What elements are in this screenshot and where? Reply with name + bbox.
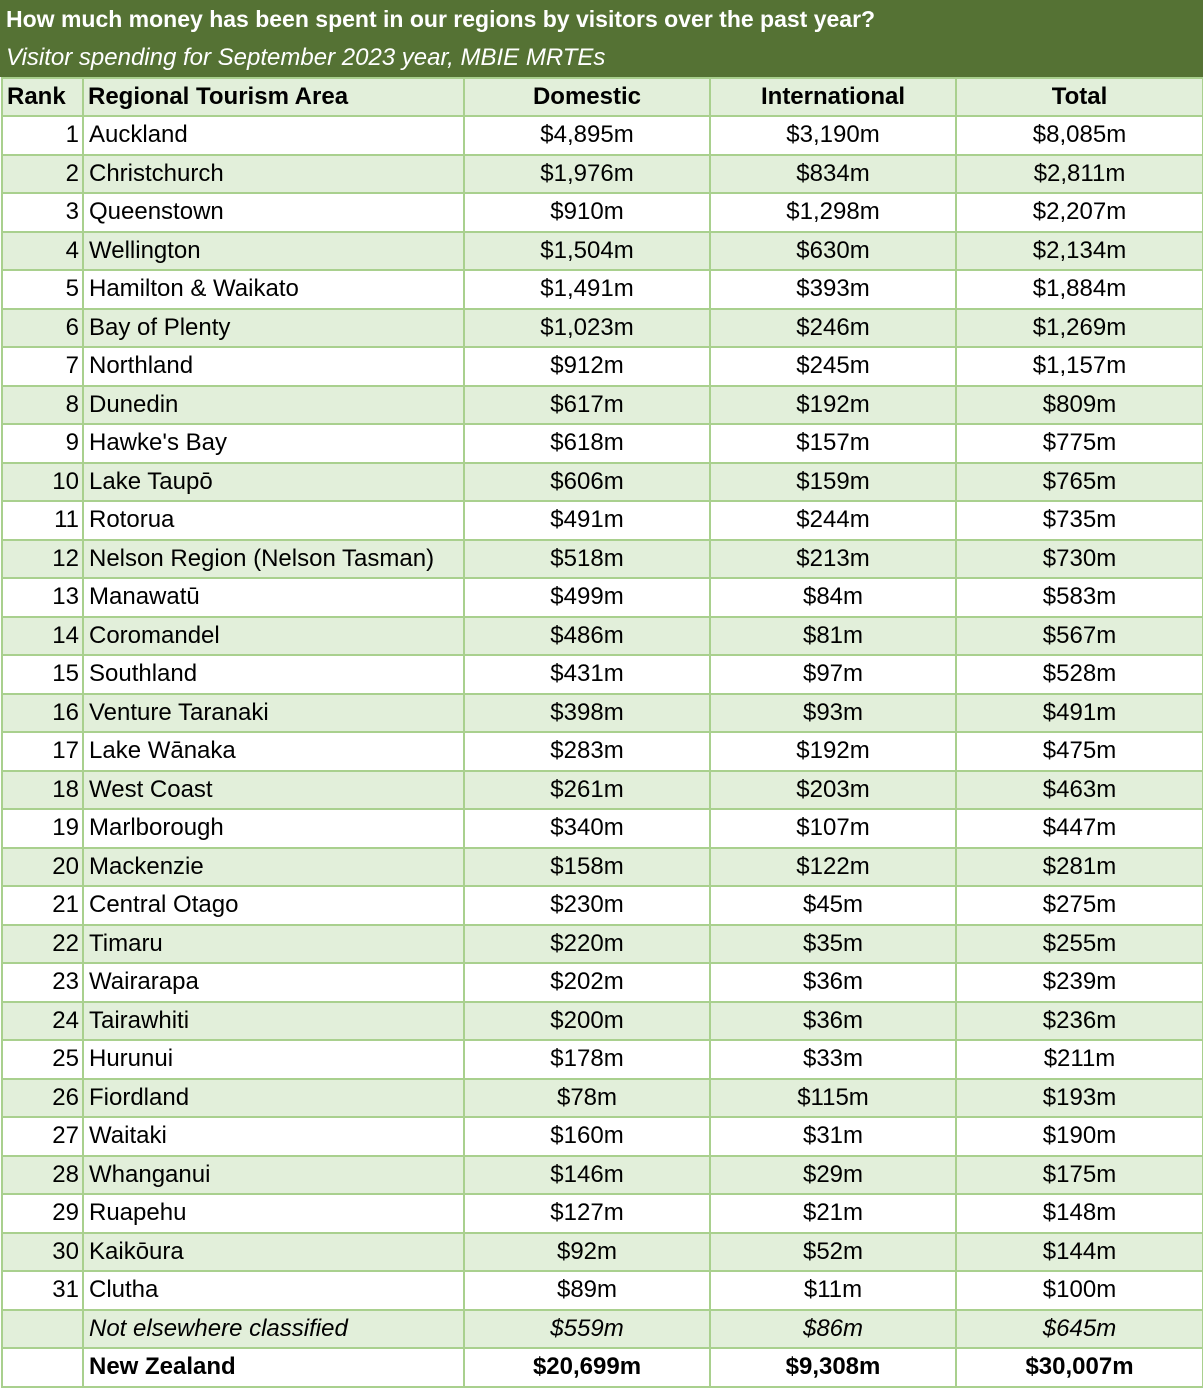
- area-cell: Whanganui: [83, 1156, 464, 1195]
- domestic-cell: $398m: [464, 694, 710, 733]
- international-cell: $192m: [710, 732, 956, 771]
- table-row: [2, 886, 1203, 925]
- international-cell: $31m: [710, 1117, 956, 1156]
- international-cell: $36m: [710, 963, 956, 1002]
- table-row: [2, 540, 1203, 579]
- area-cell: Coromandel: [83, 617, 464, 656]
- column-header-international: International: [710, 78, 956, 116]
- area-cell: Marlborough: [83, 809, 464, 848]
- rank-cell: 29: [2, 1194, 83, 1233]
- domestic-cell: $1,976m: [464, 155, 710, 194]
- rank-cell: [2, 1310, 83, 1349]
- area-cell: Venture Taranaki: [83, 694, 464, 733]
- domestic-cell: $340m: [464, 809, 710, 848]
- total-cell: $735m: [956, 501, 1203, 540]
- rank-cell: 4: [2, 232, 83, 271]
- table-row: [2, 270, 1203, 309]
- table-row: [2, 309, 1203, 348]
- international-cell: $29m: [710, 1156, 956, 1195]
- total-cell: $281m: [956, 848, 1203, 887]
- table-row: [2, 155, 1203, 194]
- total-cell: $1,157m: [956, 347, 1203, 386]
- international-cell: $9,308m: [710, 1348, 956, 1387]
- rank-cell: 26: [2, 1079, 83, 1118]
- new-zealand-total-row: [2, 1348, 1203, 1387]
- international-cell: $1,298m: [710, 193, 956, 232]
- area-cell: Lake Wānaka: [83, 732, 464, 771]
- rank-cell: 10: [2, 463, 83, 502]
- rank-cell: 13: [2, 578, 83, 617]
- total-cell: $2,811m: [956, 155, 1203, 194]
- rank-cell: 28: [2, 1156, 83, 1195]
- area-cell: Southland: [83, 655, 464, 694]
- table-row: [2, 1156, 1203, 1195]
- rank-cell: 9: [2, 424, 83, 463]
- area-cell: Rotorua: [83, 501, 464, 540]
- area-cell: Ruapehu: [83, 1194, 464, 1233]
- area-cell: Timaru: [83, 925, 464, 964]
- total-cell: $148m: [956, 1194, 1203, 1233]
- area-cell: Kaikōura: [83, 1233, 464, 1272]
- rank-cell: 1: [2, 116, 83, 155]
- international-cell: $45m: [710, 886, 956, 925]
- table-row: [2, 732, 1203, 771]
- table-row: [2, 386, 1203, 425]
- table-row: [2, 1271, 1203, 1310]
- total-cell: $475m: [956, 732, 1203, 771]
- international-cell: $834m: [710, 155, 956, 194]
- domestic-cell: $146m: [464, 1156, 710, 1195]
- rank-cell: 31: [2, 1271, 83, 1310]
- total-cell: $211m: [956, 1040, 1203, 1079]
- area-cell: Mackenzie: [83, 848, 464, 887]
- area-cell: Clutha: [83, 1271, 464, 1310]
- total-cell: $255m: [956, 925, 1203, 964]
- total-cell: $567m: [956, 617, 1203, 656]
- domestic-cell: $1,491m: [464, 270, 710, 309]
- table-row: [2, 347, 1203, 386]
- total-cell: $239m: [956, 963, 1203, 1002]
- area-cell: Queenstown: [83, 193, 464, 232]
- rank-cell: 19: [2, 809, 83, 848]
- international-cell: $107m: [710, 809, 956, 848]
- table-row: [2, 771, 1203, 810]
- table-row: [2, 232, 1203, 271]
- rank-cell: 20: [2, 848, 83, 887]
- area-cell: Not elsewhere classified: [83, 1310, 464, 1349]
- area-cell: Wellington: [83, 232, 464, 271]
- domestic-cell: $78m: [464, 1079, 710, 1118]
- domestic-cell: $431m: [464, 655, 710, 694]
- area-cell: Manawatū: [83, 578, 464, 617]
- total-cell: $144m: [956, 1233, 1203, 1272]
- rank-cell: 23: [2, 963, 83, 1002]
- area-cell: Lake Taupō: [83, 463, 464, 502]
- area-cell: Hamilton & Waikato: [83, 270, 464, 309]
- international-cell: $630m: [710, 232, 956, 271]
- area-cell: Northland: [83, 347, 464, 386]
- total-cell: $190m: [956, 1117, 1203, 1156]
- international-cell: $159m: [710, 463, 956, 502]
- area-cell: Christchurch: [83, 155, 464, 194]
- domestic-cell: $559m: [464, 1310, 710, 1349]
- table-row: [2, 424, 1203, 463]
- domestic-cell: $89m: [464, 1271, 710, 1310]
- domestic-cell: $160m: [464, 1117, 710, 1156]
- rank-cell: 30: [2, 1233, 83, 1272]
- area-cell: Wairarapa: [83, 963, 464, 1002]
- spending-table: [1, 77, 1203, 1388]
- total-cell: $175m: [956, 1156, 1203, 1195]
- international-cell: $33m: [710, 1040, 956, 1079]
- international-cell: $52m: [710, 1233, 956, 1272]
- total-cell: $775m: [956, 424, 1203, 463]
- table-row: [2, 463, 1203, 502]
- rank-cell: 22: [2, 925, 83, 964]
- rank-cell: 15: [2, 655, 83, 694]
- total-cell: $30,007m: [956, 1348, 1203, 1387]
- total-cell: $809m: [956, 386, 1203, 425]
- international-cell: $3,190m: [710, 116, 956, 155]
- international-cell: $97m: [710, 655, 956, 694]
- area-cell: Nelson Region (Nelson Tasman): [83, 540, 464, 579]
- area-cell: Bay of Plenty: [83, 309, 464, 348]
- international-cell: $213m: [710, 540, 956, 579]
- page-subtitle: Visitor spending for September 2023 year, MBIE MRTEs: [6, 44, 606, 71]
- rank-cell: 3: [2, 193, 83, 232]
- rank-cell: 21: [2, 886, 83, 925]
- header-row: [2, 78, 1203, 116]
- area-cell: Central Otago: [83, 886, 464, 925]
- domestic-cell: $202m: [464, 963, 710, 1002]
- domestic-cell: $499m: [464, 578, 710, 617]
- domestic-cell: $200m: [464, 1002, 710, 1041]
- international-cell: $21m: [710, 1194, 956, 1233]
- international-cell: $11m: [710, 1271, 956, 1310]
- total-cell: $491m: [956, 694, 1203, 733]
- area-cell: Waitaki: [83, 1117, 464, 1156]
- international-cell: $244m: [710, 501, 956, 540]
- total-cell: $193m: [956, 1079, 1203, 1118]
- area-cell: Auckland: [83, 116, 464, 155]
- rank-cell: 11: [2, 501, 83, 540]
- area-cell: West Coast: [83, 771, 464, 810]
- international-cell: $115m: [710, 1079, 956, 1118]
- international-cell: $122m: [710, 848, 956, 887]
- total-cell: $236m: [956, 1002, 1203, 1041]
- rank-cell: 27: [2, 1117, 83, 1156]
- domestic-cell: $261m: [464, 771, 710, 810]
- total-cell: $583m: [956, 578, 1203, 617]
- international-cell: $35m: [710, 925, 956, 964]
- domestic-cell: $1,504m: [464, 232, 710, 271]
- table-row: [2, 848, 1203, 887]
- domestic-cell: $491m: [464, 501, 710, 540]
- column-header-domestic: Domestic: [464, 78, 710, 116]
- domestic-cell: $158m: [464, 848, 710, 887]
- area-cell: New Zealand: [83, 1348, 464, 1387]
- table-row: [2, 1002, 1203, 1041]
- rank-cell: 18: [2, 771, 83, 810]
- rank-cell: 5: [2, 270, 83, 309]
- area-cell: Fiordland: [83, 1079, 464, 1118]
- table-row: [2, 655, 1203, 694]
- domestic-cell: $618m: [464, 424, 710, 463]
- total-cell: $645m: [956, 1310, 1203, 1349]
- rank-cell: 17: [2, 732, 83, 771]
- table-row: [2, 116, 1203, 155]
- rank-cell: 2: [2, 155, 83, 194]
- domestic-cell: $486m: [464, 617, 710, 656]
- domestic-cell: $178m: [464, 1040, 710, 1079]
- area-cell: Hurunui: [83, 1040, 464, 1079]
- area-cell: Hawke's Bay: [83, 424, 464, 463]
- international-cell: $93m: [710, 694, 956, 733]
- table-row: [2, 1233, 1203, 1272]
- total-cell: $1,884m: [956, 270, 1203, 309]
- international-cell: $393m: [710, 270, 956, 309]
- domestic-cell: $127m: [464, 1194, 710, 1233]
- total-cell: $100m: [956, 1271, 1203, 1310]
- international-cell: $203m: [710, 771, 956, 810]
- total-cell: $765m: [956, 463, 1203, 502]
- total-cell: $2,134m: [956, 232, 1203, 271]
- rank-cell: 8: [2, 386, 83, 425]
- column-header-rank: Rank: [2, 78, 83, 116]
- domestic-cell: $617m: [464, 386, 710, 425]
- domestic-cell: $912m: [464, 347, 710, 386]
- domestic-cell: $220m: [464, 925, 710, 964]
- table-row: [2, 1117, 1203, 1156]
- title-banner: [0, 0, 1203, 77]
- table-row: [2, 925, 1203, 964]
- domestic-cell: $606m: [464, 463, 710, 502]
- total-cell: $1,269m: [956, 309, 1203, 348]
- table-row: [2, 193, 1203, 232]
- table-row: [2, 501, 1203, 540]
- international-cell: $157m: [710, 424, 956, 463]
- rank-cell: 7: [2, 347, 83, 386]
- total-cell: $8,085m: [956, 116, 1203, 155]
- table-row: [2, 694, 1203, 733]
- rank-cell: 24: [2, 1002, 83, 1041]
- rank-cell: 16: [2, 694, 83, 733]
- column-header-total: Total: [956, 78, 1203, 116]
- table-row: [2, 617, 1203, 656]
- table-row: [2, 1194, 1203, 1233]
- domestic-cell: $92m: [464, 1233, 710, 1272]
- total-cell: $528m: [956, 655, 1203, 694]
- table-row: [2, 1040, 1203, 1079]
- domestic-cell: $518m: [464, 540, 710, 579]
- not-classified-row: [2, 1310, 1203, 1349]
- domestic-cell: $230m: [464, 886, 710, 925]
- rank-cell: 12: [2, 540, 83, 579]
- rank-cell: [2, 1348, 83, 1387]
- total-cell: $275m: [956, 886, 1203, 925]
- table-row: [2, 809, 1203, 848]
- international-cell: $86m: [710, 1310, 956, 1349]
- rank-cell: 25: [2, 1040, 83, 1079]
- domestic-cell: $1,023m: [464, 309, 710, 348]
- rank-cell: 6: [2, 309, 83, 348]
- international-cell: $81m: [710, 617, 956, 656]
- total-cell: $2,207m: [956, 193, 1203, 232]
- international-cell: $246m: [710, 309, 956, 348]
- international-cell: $245m: [710, 347, 956, 386]
- domestic-cell: $283m: [464, 732, 710, 771]
- table-row: [2, 963, 1203, 1002]
- area-cell: Tairawhiti: [83, 1002, 464, 1041]
- international-cell: $36m: [710, 1002, 956, 1041]
- international-cell: $192m: [710, 386, 956, 425]
- total-cell: $463m: [956, 771, 1203, 810]
- domestic-cell: $910m: [464, 193, 710, 232]
- domestic-cell: $4,895m: [464, 116, 710, 155]
- total-cell: $447m: [956, 809, 1203, 848]
- table-row: [2, 578, 1203, 617]
- rank-cell: 14: [2, 617, 83, 656]
- total-cell: $730m: [956, 540, 1203, 579]
- domestic-cell: $20,699m: [464, 1348, 710, 1387]
- area-cell: Dunedin: [83, 386, 464, 425]
- international-cell: $84m: [710, 578, 956, 617]
- column-header-area: Regional Tourism Area: [83, 78, 464, 116]
- table-row: [2, 1079, 1203, 1118]
- page-title: How much money has been spent in our regions by visitors over the past year?: [6, 6, 876, 32]
